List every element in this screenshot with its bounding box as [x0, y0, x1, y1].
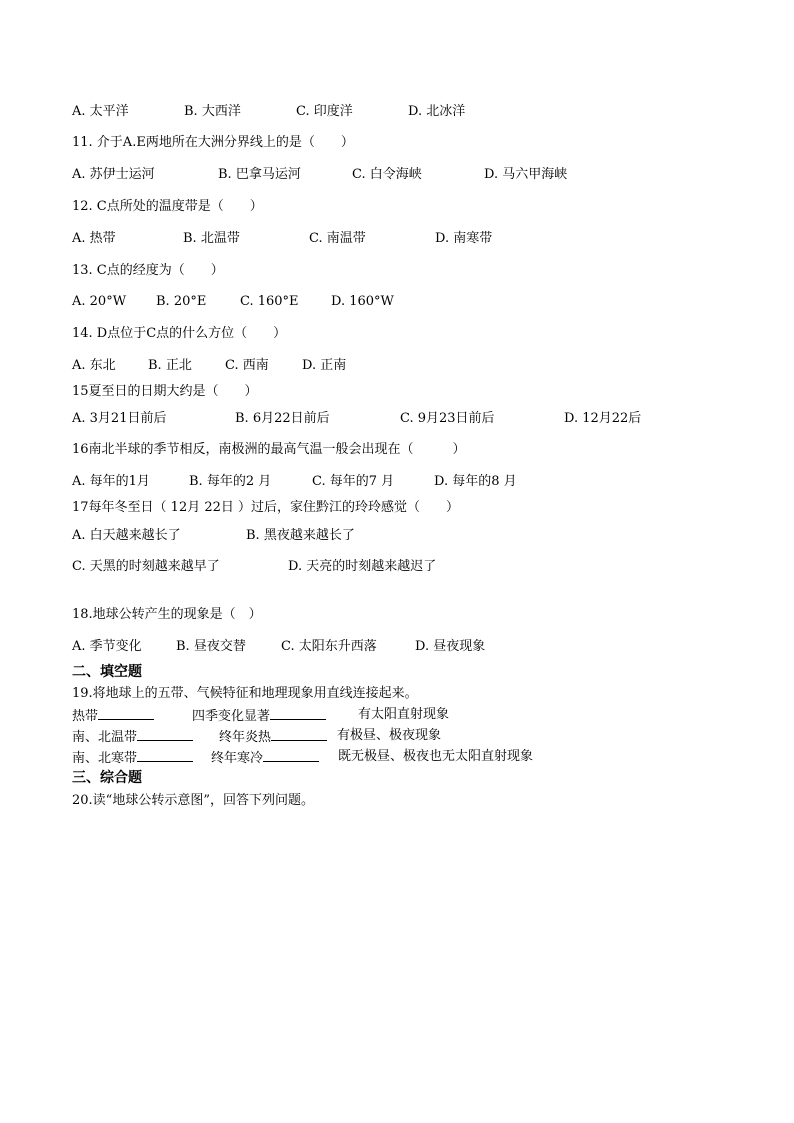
- answer-blank[interactable]: [270, 707, 326, 720]
- q17-option-a: A. 白天越来越长了: [72, 528, 181, 543]
- q19-phenomenon-1: 有太阳直射现象: [358, 707, 450, 722]
- answer-blank[interactable]: [263, 749, 319, 762]
- q16-stem: 16南北半球的季节相反，南极洲的最高气温一般会出现在（ ）: [72, 442, 466, 457]
- q17-option-c: C. 天黑的时刻越来越早了: [72, 559, 220, 574]
- answer-blank[interactable]: [137, 749, 193, 762]
- q17-stem: 17每年冬至日（ 12月 22日 ）过后，家住黔江的玲玲感觉（ ）: [72, 500, 460, 515]
- q19-zone-1: 热带: [72, 707, 154, 725]
- q17-option-b: B. 黑夜越来越长了: [246, 528, 355, 543]
- answer-blank[interactable]: [271, 728, 327, 741]
- q19-stem: 19.将地球上的五带、气候特征和地理现象用直线连接起来。: [72, 686, 418, 701]
- q18-option-c: C. 太阳东升西落: [281, 639, 377, 654]
- q12-option-b: B. 北温带: [183, 231, 240, 246]
- q11-stem: 11. 介于A.E两地所在大洲分界线上的是（ ）: [72, 135, 354, 150]
- q11-option-c: C. 白令海峡: [352, 167, 422, 182]
- q12-option-a: A. 热带: [72, 231, 116, 246]
- q20-stem: 20.读“地球公转示意图”，回答下列问题。: [72, 793, 314, 808]
- q18-option-d: D. 昼夜现象: [415, 639, 486, 654]
- q19-phenomenon-2: 有极昼、极夜现象: [337, 728, 442, 743]
- q18-stem: 18.地球公转产生的现象是（ ）: [72, 607, 262, 622]
- q19-phenomenon-3: 既无极昼、极夜也无太阳直射现象: [338, 749, 534, 764]
- q12-stem: 12. C点所处的温度带是（ ）: [72, 199, 263, 214]
- q11-option-a: A. 苏伊士运河: [72, 167, 155, 182]
- q14-option-c: C. 西南: [225, 358, 269, 373]
- q13-option-d: D. 160°W: [331, 294, 394, 309]
- q19-feature-1: 四季变化显著: [192, 707, 326, 725]
- q15-stem: 15夏至日的日期大约是（ ）: [72, 384, 258, 399]
- q14-option-d: D. 正南: [302, 358, 347, 373]
- q18-option-a: A. 季节变化: [72, 639, 142, 654]
- q11-option-b: B. 巴拿马运河: [218, 167, 301, 182]
- q11-option-d: D. 马六甲海峡: [484, 167, 568, 182]
- q16-option-a: A. 每年的1月: [72, 474, 150, 489]
- q12-option-c: C. 南温带: [309, 231, 366, 246]
- q13-option-b: B. 20°E: [156, 294, 207, 309]
- section-2-heading: 二、填空题: [72, 664, 142, 680]
- q19-zone-3: 南、北寒带: [72, 749, 193, 767]
- q16-option-b: B. 每年的2 月: [189, 474, 272, 489]
- q19-zone-2: 南、北温带: [72, 728, 193, 746]
- q10-option-c: C. 印度洋: [296, 104, 353, 119]
- answer-blank[interactable]: [98, 707, 154, 720]
- q14-option-a: A. 东北: [72, 358, 116, 373]
- q19-feature-2: 终年炎热: [219, 728, 327, 746]
- q15-option-d: D. 12月22后: [564, 411, 642, 426]
- q13-option-a: A. 20°W: [72, 294, 127, 309]
- q16-option-c: C. 每年的7 月: [312, 474, 395, 489]
- answer-blank[interactable]: [137, 728, 193, 741]
- q18-option-b: B. 昼夜交替: [176, 639, 246, 654]
- q15-option-b: B. 6月22日前后: [235, 411, 330, 426]
- q14-stem: 14. D点位于C点的什么方位（ ）: [72, 326, 287, 341]
- q14-option-b: B. 正北: [148, 358, 192, 373]
- q17-option-d: D. 天亮的时刻越来越迟了: [288, 559, 437, 574]
- q10-option-a: A. 太平洋: [72, 104, 129, 119]
- q10-option-b: B. 大西洋: [184, 104, 241, 119]
- q15-option-c: C. 9月23日前后: [400, 411, 495, 426]
- q12-option-d: D. 南寒带: [435, 231, 493, 246]
- q19-feature-3: 终年寒冷: [211, 749, 319, 767]
- q13-stem: 13. C点的经度为（ ）: [72, 263, 224, 278]
- q10-option-d: D. 北冰洋: [408, 104, 466, 119]
- section-3-heading: 三、综合题: [72, 770, 142, 786]
- q16-option-d: D. 每年的8 月: [434, 474, 517, 489]
- q13-option-c: C. 160°E: [240, 294, 299, 309]
- q15-option-a: A. 3月21日前后: [72, 411, 167, 426]
